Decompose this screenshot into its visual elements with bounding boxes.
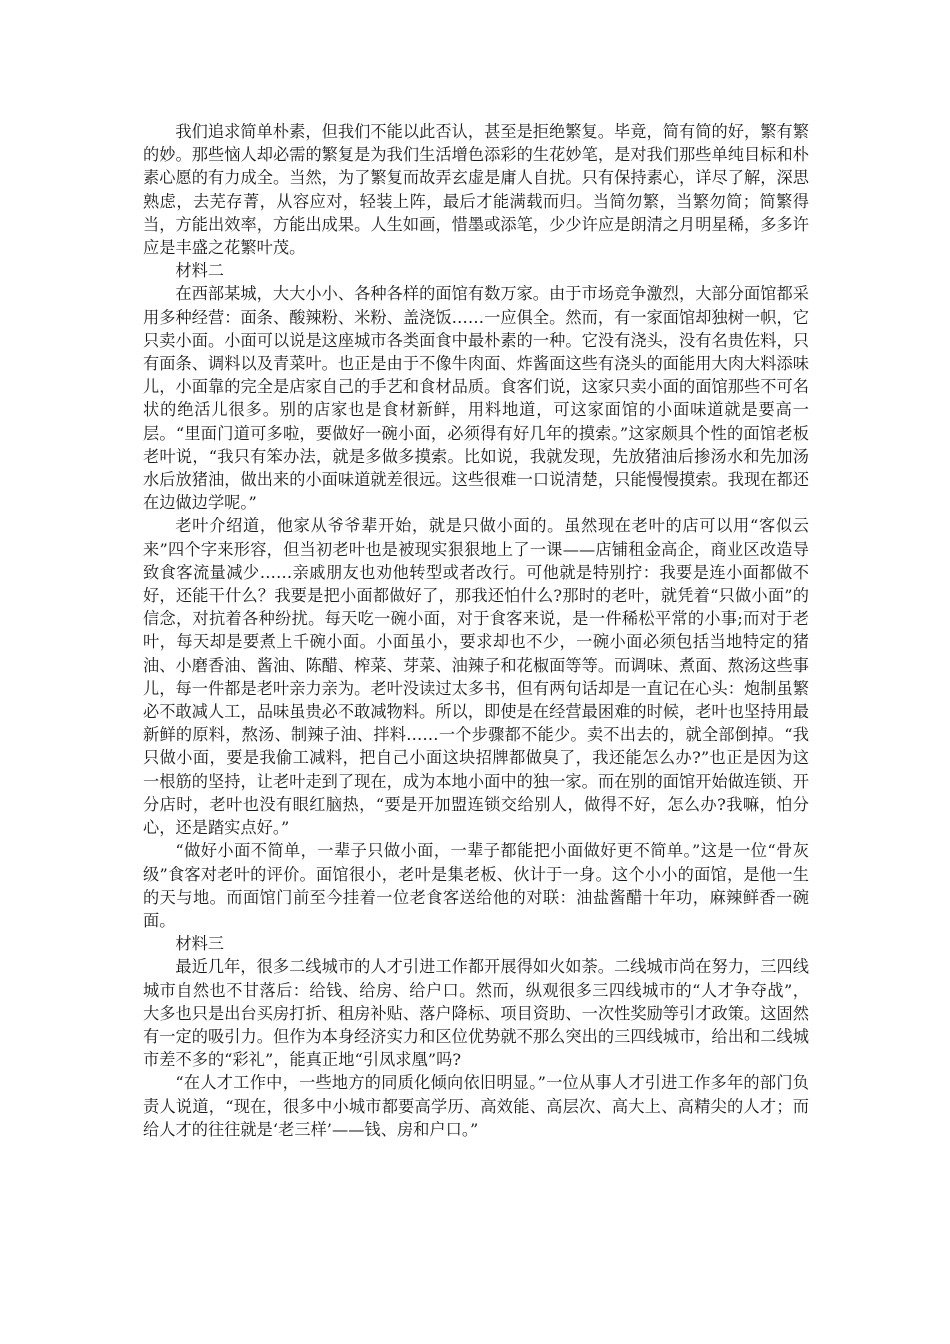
paragraph: 我们追求简单朴素，但我们不能以此否认，甚至是拒绝繁复。毕竟，简有简的好，繁有繁的妙。那些恼人却必需的繁复是为我们生活增色添彩的生花妙笔，是对我们那些单纯目标和朴素心愿的有力成全。当然，为了繁复而故弄玄虚是庸人自扰。只有保持素心，详尽了解，深思熟虑，去芜存菁，从容应对，轻装上阵，最后才能满载而归。当简勿繁，当繁勿简；简繁得当，方能出效率，方能出成果。人生如画，惜墨或添笔，少少许应是朗清之月明星稀，多多许应是丰盛之花繁叶茂。 (143, 122, 809, 258)
paragraph: “在人才工作中，一些地方的同质化倾向依旧明显。”一位从事人才引进工作多年的部门负责人说道，“现在，很多中小城市都要高学历、高效能、高层次、高大上、高精尖的人才；而给人才的往往就是‘老三样’——钱、房和户口。” (143, 1073, 809, 1139)
section-heading-material-2: 材料二 (175, 261, 224, 281)
paragraph: 在西部某城，大大小小、各种各样的面馆有数万家。由于市场竞争激烈，大部分面馆都采用多种经营：面条、酸辣粉、米粉、盖浇饭……一应俱全。然而，有一家面馆却独树一帜，它只卖小面。小面可以说是这座城市各类面食中最朴素的一种。它没有浇头，没有名贵佐料，只有面条、调料以及青菜叶。也正是由于不像牛肉面、炸酱面这些有浇头的面能用大肉大料添味儿，小面靠的完全是店家自己的手艺和食材品质。食客们说，这家只卖小面的面馆那些不可名状的绝活儿很多。别的店家也是食材新鲜，用料地道，可这家面馆的小面味道就是要高一层。“里面门道可多啦，要做好一碗小面，必须得有好几年的摸索。”这家颇具个性的面馆老板老叶说，“我只有笨办法，就是多做多摸索。比如说，我就发现，先放猪油后掺汤水和先加汤水后放猪油，做出来的小面味道就差很远。这些很难一口说清楚，只能慢慢摸索。我现在都还在边做边学呢。” (143, 284, 809, 513)
paragraph: 老叶介绍道，他家从爷爷辈开始，就是只做小面的。虽然现在老叶的店可以用“客似云来”四个字来形容，但当初老叶也是被现实狠狠地上了一课——店铺租金高企，商业区改造导致食客流量减少……亲戚朋友也劝他转型或者改行。可他就是特别拧：我要是连小面都做不好，还能干什么？我要是把小面都做好了，那我还怕什么?那时的老叶，就凭着“只做小面”的信念，对抗着各种纷扰。每天吃一碗小面，对于食客来说，是一件稀松平常的小事;而对于老叶，每天却是要煮上千碗小面。小面虽小，要求却也不少，一碗小面必须包括当地特定的猪油、小磨香油、酱油、陈醋、榨菜、芽菜、油辣子和花椒面等等。而调味、煮面、熬汤这些事儿，每一件都是老叶亲力亲为。老叶没读过太多书，但有两句话却是一直记在心头：炮制虽繁必不敢减人工，品味虽贵必不敢减物料。所以，即使是在经营最困难的时候，老叶也坚持用最新鲜的原料，熬汤、制辣子油、拌料……一个步骤都不能少。卖不出去的，就全部倒掉。“我只做小面，要是我偷工减料，把自己小面这块招牌都做臭了，我还能怎么办?”也正是因为这一根筋的坚持，让老叶走到了现在，成为本地小面中的独一家。而在别的面馆开始做连锁、开分店时，老叶也没有眼红脑热，“要是开加盟连锁交给别人，做得不好，怎么办?我嘛，怕分心，还是踏实点好。” (143, 516, 809, 838)
paragraph: 最近几年，很多二线城市的人才引进工作都开展得如火如荼。二线城市尚在努力，三四线城市自然也不甘落后：给钱、给房、给户口。然而，纵观很多三四线城市的“人才争夺战”，大多也只是出台买房打折、租房补贴、落户降标、项目资助、一次性奖励等引才政策。这固然有一定的吸引力。但作为本身经济实力和区位优势就不那么突出的三四线城市，给出和二线城市差不多的“彩礼”，能真正地“引凤求凰”吗? (143, 957, 809, 1070)
section-heading-material-3: 材料三 (175, 934, 224, 954)
paragraph: “做好小面不简单，一辈子只做小面，一辈子都能把小面做好更不简单。”这是一位“骨灰级”食客对老叶的评价。面馆很小，老叶是集老板、伙计于一身。这个小小的面馆，是他一生的天与地。而面馆门前至今挂着一位老食客送给他的对联：油盐酱醋十年功，麻辣鲜香一碗面。 (143, 841, 809, 930)
document-page (143, 120, 809, 1141)
